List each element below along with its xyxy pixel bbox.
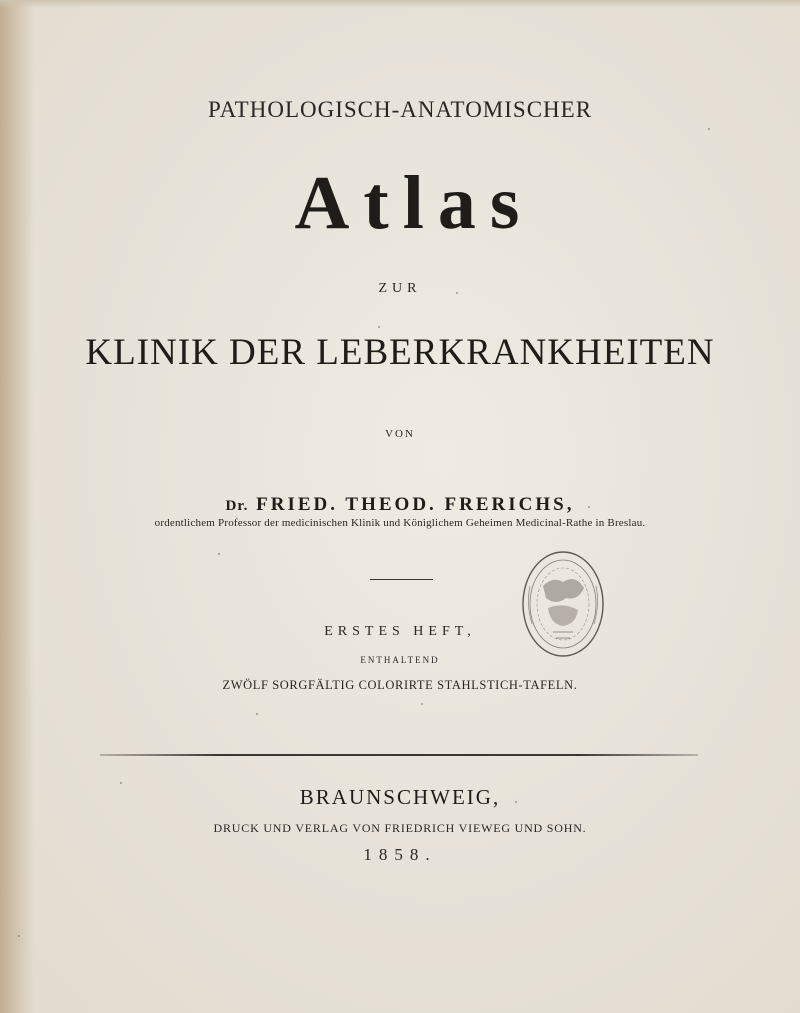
library-stamp <box>518 546 608 662</box>
plates-description: ZWÖLF SORGFÄLTIG COLORIRTE STAHLSTICH-TAFELN. <box>222 678 578 692</box>
short-divider <box>370 579 433 580</box>
von-label: VON <box>385 428 415 440</box>
publisher-line: DRUCK UND VERLAG VON FRIEDRICH VIEWEG UND SOHN. <box>213 821 587 835</box>
title-line-1: PATHOLOGISCH-ANATOMISCHER <box>207 97 593 122</box>
zur-label: ZUR <box>378 281 422 296</box>
author-prefix: Dr. <box>225 498 249 514</box>
part-label: ERSTES HEFT, <box>324 624 476 639</box>
top-edge-shadow <box>0 0 800 8</box>
author-name: FRIED. THEOD. FRERICHS, <box>256 494 575 515</box>
containing-label: ENTHALTEND <box>360 655 440 665</box>
long-divider <box>100 754 698 756</box>
author-title: ordentlichem Professor der medicinischen Klinik und Königlichem Geheimen Medicinal-Rathe in Breslau. <box>154 517 646 529</box>
publication-year: 1858. <box>363 845 437 864</box>
atlas-title: Atlas <box>294 161 534 245</box>
author-line <box>0 494 800 516</box>
subject-title: KLINIK DER LEBERKRANKHEITEN <box>85 332 715 373</box>
publication-place: BRAUNSCHWEIG, <box>299 785 501 809</box>
